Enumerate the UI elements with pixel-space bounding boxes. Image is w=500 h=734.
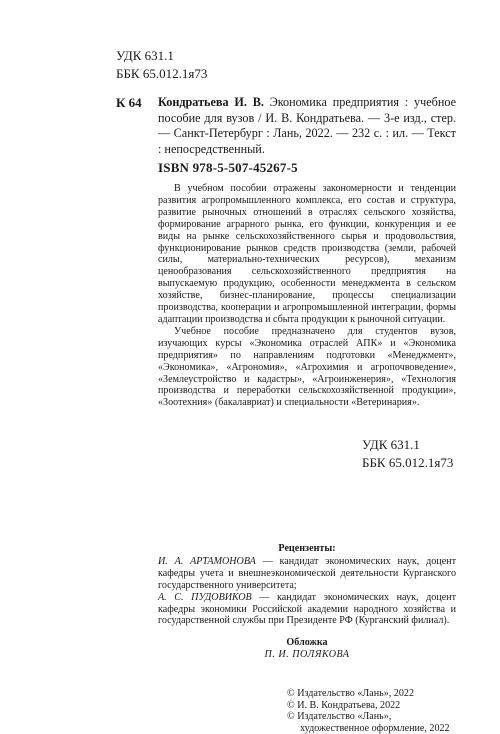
udk-bbk-header: [116, 47, 207, 83]
copyright-line: © И. В. Кондратьева, 2022: [287, 700, 450, 712]
udk-bbk-footer: [362, 436, 453, 472]
copyright-line: © Издательство «Лань»,: [287, 711, 450, 723]
bbk-code: ББК 65.012.1я73: [362, 454, 453, 472]
reviewer-entry: [158, 556, 456, 592]
reviewers-block: [158, 543, 456, 627]
copyright-line: © Издательство «Лань», 2022: [287, 688, 450, 700]
bibliographic-entry: [158, 95, 456, 157]
author-name: Кондратьева И. В.: [158, 95, 264, 109]
reviewer-entry: [158, 592, 456, 628]
cover-credit: [158, 637, 456, 661]
bibliographic-text: Экономика предприятия : учебное пособие для вузов / И. В. Кондратьева. — 3-е изд., стер. — Санкт-Петербург : Лань, 2022. — 232 с. : ил. — Текст : непосредственный.: [158, 95, 456, 156]
reviewers-title: Рецензенты:: [158, 543, 456, 555]
reviewer-name: И. А. АРТАМОНОВА: [158, 556, 256, 567]
cover-title: Обложка: [158, 637, 456, 649]
abstract-paragraph: Учебное пособие предназначено для студентов вузов, изучающих курсы «Экономика отраслей АПК» и «Экономика предприятия» по направлениям подготовки «Менеджмент», «Экономика», «Агрономия», «Агрохимия и агропочвоведение», «Землеустройство и кадастры», «Агроинженерия», «Технология производства и переработки сельскохозяйственной продукции», «Зоотехния» (бакалавриат) и специальности «Ветеринария».: [158, 326, 456, 409]
udk-code: УДК 631.1: [362, 436, 453, 454]
reviewer-description: — кандидат экономических наук, доцент кафедры экономики Российской академии народного хозяйства и государственной службы при Президенте РФ (Курганский филиал).: [158, 592, 456, 627]
reviewer-description: — кандидат экономических наук, доцент кафедры учета и внешнеэкономической деятельности Курганского государственного университета;: [158, 556, 456, 591]
copyright-block: [287, 688, 450, 734]
abstract-paragraph: В учебном пособии отражены закономерности и тенденции развития агропромышленного комплекса, его состав и структура, развитие рыночных отношений в отраслях сельского хозяйства, формирование аграрного рынка, его функции, конкуренция и ее виды на рынке сельскохозяйственного сырья и продовольствия, функционирование рынков средств производства (земли, рабочей силы, материально-технических ресурсов), механизм ценообразования сельскохозяйственного предприятия на выпускаемую продукцию, особенности менеджмента в сельском хозяйстве, бизнес-планирование, процессы специализации производства, кооперации и агропромышленной интеграции, формы адаптации производства и сбыта продукции к рыночной ситуации.: [158, 183, 456, 326]
copyright-line: художественное оформление, 2022: [287, 723, 450, 734]
bbk-code: ББК 65.012.1я73: [116, 65, 207, 83]
reviewer-name: А. С. ПУДОВИКОВ: [158, 592, 252, 603]
udk-code: УДК 631.1: [116, 47, 207, 65]
isbn: ISBN 978-5-507-45267-5: [158, 160, 298, 176]
author-mark: К 64: [116, 95, 142, 111]
abstract: [158, 183, 456, 409]
cover-designer: П. И. ПОЛЯКОВА: [158, 649, 456, 661]
